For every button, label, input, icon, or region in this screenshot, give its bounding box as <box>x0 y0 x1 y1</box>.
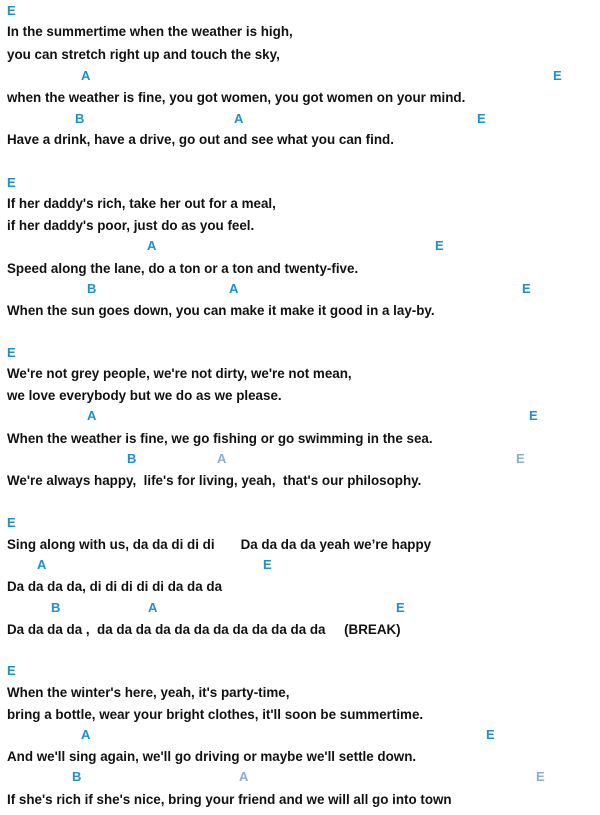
chord-label: E <box>553 68 562 83</box>
chord-label: E <box>396 600 405 615</box>
chord-label: E <box>435 238 444 253</box>
lyric-line: Speed along the lane, do a ton or a ton and twenty-five. <box>7 261 359 276</box>
lyric-line: If her daddy's rich, take her out for a meal, <box>7 196 276 211</box>
chord-label: E <box>529 408 538 423</box>
lyric-line: if her daddy's poor, just do as you feel. <box>7 218 255 233</box>
chord-label: A <box>81 68 91 83</box>
chord-label: E <box>477 111 486 126</box>
chord-label: A <box>147 238 157 253</box>
chord-label: B <box>72 769 82 784</box>
chord-label: A <box>37 557 47 572</box>
chord-label: A <box>234 111 244 126</box>
lyric-line: And we'll sing again, we'll go driving or maybe we'll settle down. <box>7 749 417 764</box>
chord-label: B <box>87 281 97 296</box>
verse-opening-chord: E <box>7 515 16 530</box>
verse-opening-chord: E <box>7 3 16 18</box>
chord-label: B <box>75 111 85 126</box>
chord-label: A <box>87 408 97 423</box>
chord-label: A <box>81 727 91 742</box>
verse-opening-chord: E <box>7 345 16 360</box>
chord-label: A <box>239 769 249 784</box>
chord-label: E <box>486 727 495 742</box>
lyric-line: we love everybody but we do as we please. <box>7 388 282 403</box>
lyric-line: Sing along with us, da da di di di Da da da da yeah we’re happy <box>7 537 432 552</box>
chord-label: E <box>516 451 525 466</box>
chord-label: A <box>217 451 227 466</box>
lyric-line: We're not grey people, we're not dirty, we're not mean, <box>7 366 352 381</box>
chord-label: A <box>148 600 158 615</box>
lyric-line: when the weather is fine, you got women, you got women on your mind. <box>7 90 466 105</box>
lyric-line: you can stretch right up and touch the sky, <box>7 47 280 62</box>
lyric-line: bring a bottle, wear your bright clothes, it'll soon be summertime. <box>7 707 424 722</box>
chord-label: E <box>263 557 272 572</box>
chord-label: B <box>51 600 61 615</box>
lyric-line: Da da da da, di di di di di da da da <box>7 579 223 594</box>
lyric-line: When the winter's here, yeah, it's party-time, <box>7 685 290 700</box>
chord-label: A <box>229 281 239 296</box>
verse-opening-chord: E <box>7 175 16 190</box>
chord-label: B <box>127 451 137 466</box>
chord-label: E <box>536 769 545 784</box>
lyric-line: Da da da da , da da da da da da da da da da da da (BREAK) <box>7 622 401 637</box>
lyric-line: If she's rich if she's nice, bring your friend and we will all go into town <box>7 792 452 807</box>
verse-opening-chord: E <box>7 663 16 678</box>
lyric-line: We're always happy, life's for living, yeah, that's our philosophy. <box>7 473 422 488</box>
lyric-line: When the weather is fine, we go fishing or go swimming in the sea. <box>7 431 433 446</box>
lyric-line: In the summertime when the weather is high, <box>7 24 293 39</box>
lyric-line: When the sun goes down, you can make it make it good in a lay-by. <box>7 303 435 318</box>
lyric-line: Have a drink, have a drive, go out and see what you can find. <box>7 132 394 147</box>
chord-label: E <box>522 281 531 296</box>
